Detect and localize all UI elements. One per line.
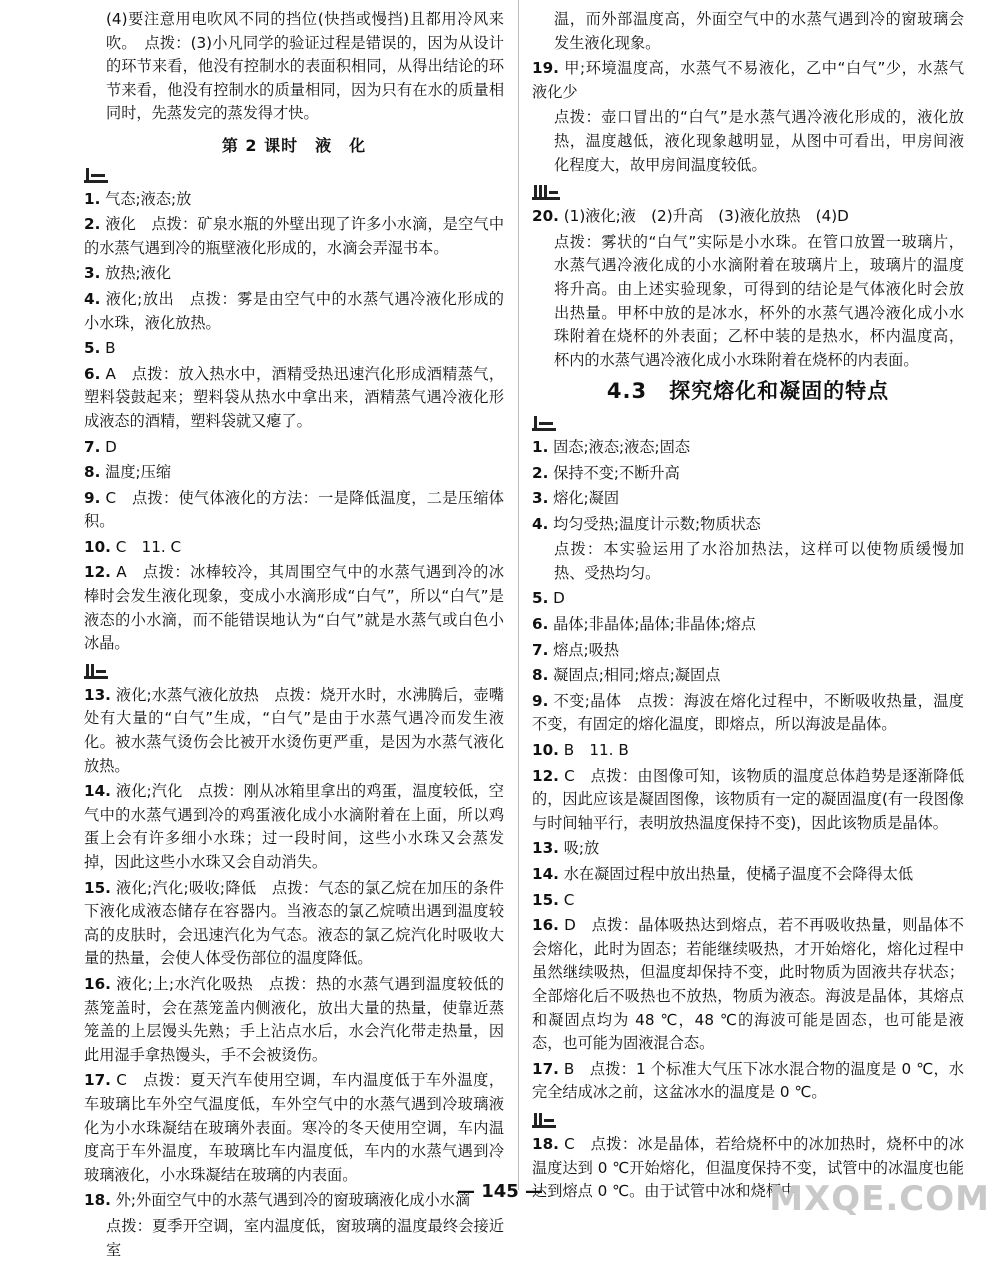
answer-number: 16. (84, 974, 111, 993)
answer-item (532, 538, 964, 585)
answer-text: 液化;上;水汽化吸热 点拨：热的水蒸气遇到温度较低的蒸笼盖时，会在蒸笼盖内侧液化，放出大量的热量，使靠近蒸笼盖的上层馒头先熟；手上沾点水后，水会汽化带走热量，因此用湿手拿热馒头，手不会被烫伤。 (84, 974, 505, 1064)
answer-number: 5. (532, 589, 549, 608)
answer-item (84, 188, 504, 212)
answer-number: 9. (532, 691, 549, 710)
answer-item (84, 436, 504, 460)
answer-item (532, 914, 964, 1056)
answer-item (532, 837, 964, 861)
answer-item (532, 487, 964, 511)
answer-number: 3. (532, 489, 549, 508)
answer-number: 2. (84, 215, 101, 234)
answer-number: 7. (532, 640, 549, 659)
answer-text: 甲;环境温度高，水蒸气不易液化，乙中“白气”少，水蒸气液化少 (532, 59, 965, 101)
answer-text: 不变;晶体 点拨：海波在熔化过程中，不断吸收热量，温度不变，有固定的熔化温度，即熔点，所以海波是晶体。 (532, 691, 964, 734)
answer-item (84, 337, 504, 361)
answer-number: 2. (532, 463, 549, 482)
answer-number: 6. (532, 615, 549, 634)
answer-item (84, 780, 504, 874)
answer-item (84, 288, 504, 335)
level-2-icon (84, 660, 504, 682)
answer-text: C 点拨：夏天汽车使用空调，车内温度低于车外温度，车玻璃比车外空气温度低，车外空气中的水蒸气遇到冷玻璃液化为小水珠凝结在玻璃外表面。寒冷的冬天使用空调，车内温度高于车外温度，车玻璃比车内温度低，车内的水蒸气遇到冷玻璃液化，小水珠凝结在玻璃的内表面。 (84, 1071, 505, 1184)
answer-item (532, 1058, 964, 1105)
right-column (532, 8, 964, 1206)
answer-text: 液化 点拨：矿泉水瓶的外壁出现了许多小水滴，是空气中的水蒸气遇到冷的瓶壁液化形成的，水滴会弄湿书本。 (84, 215, 505, 257)
answer-number: 10. (532, 741, 559, 760)
lesson-title: 第 2 课时 液 化 (221, 135, 367, 155)
answer-item (532, 106, 964, 177)
answer-item (532, 462, 964, 486)
answer-item (532, 639, 964, 663)
answer-number: 19. (532, 59, 559, 78)
answer-text: 外;外面空气中的水蒸气遇到冷的窗玻璃液化成小水滴 (115, 1191, 471, 1210)
answer-text: D (553, 589, 565, 608)
answer-number: 9. (84, 488, 101, 507)
answer-text: B 11. B (563, 741, 629, 760)
answer-text: 液化;汽化;吸收;降低 点拨：气态的氯乙烷在加压的条件下液化成液态储存在容器内。当液态的氯乙烷喷出遇到温度较高的皮肤时，会迅速汽化为气态。液态的氯乙烷汽化时吸收大量的热量，会使人体受伤部位的温度降低。 (84, 878, 504, 968)
answer-text: C 点拨：由图像可知，该物质的温度总体趋势是逐渐降低的，因此应该是凝固图像，该物质有一定的凝固温度(有一段图像与时间轴平行，表明放热温度保持不变)，因此该物质是晶体。 (532, 766, 965, 832)
intro-paragraph: (4)要注意用电吹风不同的挡位(快挡或慢挡)且都用冷风来吹。 点拨：(3)小凡同学的验证过程是错误的，因为从设计的环节来看，他没有控制水的表面积相同，从得出结论的环节来看，他没有控制水的质量相同，因为只有在水的质量相同时，先蒸发完的蒸发得才快。 (106, 10, 504, 123)
answer-text: 熔点;吸热 (553, 640, 620, 659)
answer-number: 15. (532, 890, 559, 909)
answer-item (84, 487, 504, 534)
answer-number: 6. (84, 364, 101, 383)
answer-text: 点拨：本实验运用了水浴加热法，这样可以使物质缓慢加热、受热均匀。 (554, 540, 964, 582)
answer-number: 18. (84, 1191, 111, 1210)
answer-item (84, 262, 504, 286)
watermark-logo: MXQE.COM (769, 1179, 990, 1220)
answer-item (532, 889, 964, 913)
level-1-icon (84, 164, 504, 186)
answer-item (84, 461, 504, 485)
answer-text: 点拨：雾状的“白气”实际是小水珠。在管口放置一玻璃片，水蒸气遇冷液化成的小水滴附着在玻璃片上，玻璃片的温度将升高。由上述实验现象，可得到的结论是气体液化时会放出热量。甲杯中放的是冰水，杯外的水蒸气遇冷液化成小水珠附着在烧杯的外表面；乙杯中装的是热水，杯内温度高，杯内的水蒸气遇冷液化成小水珠附着在烧杯的内表面。 (554, 232, 964, 369)
answer-item (532, 613, 964, 637)
answer-number: 20. (532, 207, 559, 226)
column-divider (518, 0, 519, 1190)
answer-text: C (563, 890, 575, 909)
answer-item (84, 1069, 504, 1187)
answer-number: 17. (84, 1071, 111, 1090)
answer-number: 7. (84, 437, 101, 456)
answer-text: 保持不变;不断升高 (553, 463, 680, 482)
answer-number: 15. (84, 878, 111, 897)
answer-text: (1)液化;液 (2)升高 (3)液化放热 (4)D (563, 207, 849, 226)
right-items-list (532, 57, 964, 177)
answer-number: 12. (532, 766, 559, 785)
page-number: — 145 — (456, 1181, 544, 1202)
answer-number: 14. (532, 865, 559, 883)
answer-item (84, 213, 504, 260)
answer-text: 吸;放 (563, 839, 600, 858)
answer-item (84, 973, 504, 1067)
answer-text: 放热;液化 (105, 264, 172, 283)
answer-text: C 11. C (115, 537, 182, 556)
answer-number: 16. (532, 916, 559, 935)
right-level-1-list (532, 436, 964, 1105)
answer-number: 17. (532, 1059, 559, 1078)
answer-number: 8. (84, 463, 101, 482)
answer-number: 8. (532, 666, 549, 685)
answer-number: 4. (84, 289, 101, 308)
answer-number: 14. (84, 782, 111, 801)
level-2-icon (532, 1109, 964, 1131)
answer-text: A 点拨：放入热水中，酒精受热迅速汽化形成酒精蒸气，塑料袋鼓起来；塑料袋从热水中拿出来，酒精蒸气遇冷液化形成液态的酒精，塑料袋就又瘪了。 (84, 364, 505, 430)
answer-text: 液化;水蒸气液化放热 点拨：烧开水时，水沸腾后，壶嘴处有大量的“白气”生成，“白气”是由于水蒸气遇冷而发生液化。被水蒸气烫伤会比被开水烫伤更严重，是因为水蒸气液化放热。 (84, 685, 504, 775)
answer-text: 气态;液态;放 (105, 189, 192, 208)
left-level-1-list (84, 188, 504, 656)
answer-number: 12. (84, 563, 111, 582)
answer-item (84, 1215, 504, 1262)
level-3-icon (532, 181, 964, 203)
answer-text: 液化;放出 点拨：雾是由空气中的水蒸气遇冷液化形成的小水珠，液化放热。 (84, 289, 504, 332)
answer-text: 点拨：壶口冒出的“白气”是水蒸气遇冷液化形成的，液化放热，温度越低，液化现象越明显，从图中可看出，甲房间液化程度大，故甲房间温度较低。 (554, 108, 964, 174)
answer-item (532, 739, 964, 763)
answer-number: 5. (84, 339, 101, 358)
answer-item (532, 205, 964, 229)
answer-text: B (105, 339, 116, 358)
answer-text: 凝固点;相同;熔点;凝固点 (553, 666, 721, 685)
answer-number: 4. (532, 514, 549, 533)
answer-text: C 点拨：冰是晶体，若给烧杯中的冰加热时，烧杯中的冰温度达到 0 ℃开始熔化，但温度保持不变，试管中的冰温度也能达到熔点 0 ℃。由于试管中冰和烧杯中 (532, 1134, 965, 1201)
answer-item (532, 765, 964, 836)
answer-number: 10. (84, 537, 111, 556)
answer-number: 1. (532, 437, 549, 456)
answer-item (532, 587, 964, 611)
answer-text: D (105, 437, 117, 456)
answer-text: 固态;液态;液态;固态 (553, 437, 691, 456)
answer-item (532, 436, 964, 460)
answer-item (532, 513, 964, 537)
answer-text: 水在凝固过程中放出热量，使橘子温度不会降得太低 (563, 865, 914, 883)
section-title: 4.3 探究熔化和凝固的特点 (606, 379, 890, 404)
answer-item (532, 690, 964, 737)
continuation-paragraph: 温，而外部温度高，外面空气中的水蒸气遇到冷的窗玻璃会发生液化现象。 (554, 10, 964, 52)
answer-item (84, 877, 504, 971)
answer-text: B 点拨：1 个标准大气压下冰水混合物的温度是 0 ℃，水完全结成冰之前，这盆冰水的温度是 0 ℃。 (532, 1059, 964, 1102)
answer-item (532, 231, 964, 373)
right-level-3-list (532, 205, 964, 372)
level-1-icon (532, 412, 964, 434)
answer-number: 1. (84, 189, 101, 208)
answer-text: D 点拨：晶体吸热达到熔点，若不再吸收热量，则晶体不会熔化，此时为固态；若能继续吸热，才开始熔化，熔化过程中虽然继续吸热，但温度却保持不变，此时物质为固液共存状态；全部熔化后不吸热也不放热，物质为液态。海波是晶体，其熔点和凝固点均为 48 ℃，48 ℃的海波可能是固态，也可能是液态，也可能为固液混合态。 (532, 916, 964, 1053)
answer-item (84, 561, 504, 655)
answer-item (84, 363, 504, 434)
answer-item (532, 664, 964, 688)
answer-text: 点拨：夏季开空调，室内温度低，窗玻璃的温度最终会接近室 (106, 1216, 504, 1259)
answer-text: 熔化;凝固 (553, 489, 620, 508)
answer-text: 晶体;非晶体;晶体;非晶体;熔点 (553, 615, 756, 634)
answer-item (532, 57, 964, 104)
answer-number: 13. (84, 685, 111, 704)
left-level-2-list (84, 684, 504, 1262)
answer-text: 温度;压缩 (105, 463, 172, 482)
answer-item (84, 536, 504, 560)
answer-text: 均匀受热;温度计示数;物质状态 (553, 514, 761, 533)
answer-number: 3. (84, 264, 101, 283)
answer-item (532, 863, 964, 887)
answer-text: A 点拨：冰棒较冷，其周围空气中的水蒸气遇到冷的冰棒时会发生液化现象，变成小水滴形成“白气”，所以“白气”是液态的小水滴，而不能错误地认为“白气”就是水蒸气或白色小冰晶。 (84, 563, 505, 653)
answer-text: 液化;汽化 点拨：刚从冰箱里拿出的鸡蛋，温度较低，空气中的水蒸气遇到冷的鸡蛋液化成小水滴附着在上面，所以鸡蛋上会有许多细小水珠；过一段时间，这些小水珠又会蒸发掉，因此这些小水珠又会自动消失。 (84, 782, 504, 871)
left-column (84, 8, 504, 1264)
answer-number: 13. (532, 839, 559, 858)
answer-text: C 点拨：使气体液化的方法：一是降低温度，二是压缩体积。 (84, 488, 504, 531)
answer-item (84, 684, 504, 778)
answer-number: 18. (532, 1134, 559, 1153)
